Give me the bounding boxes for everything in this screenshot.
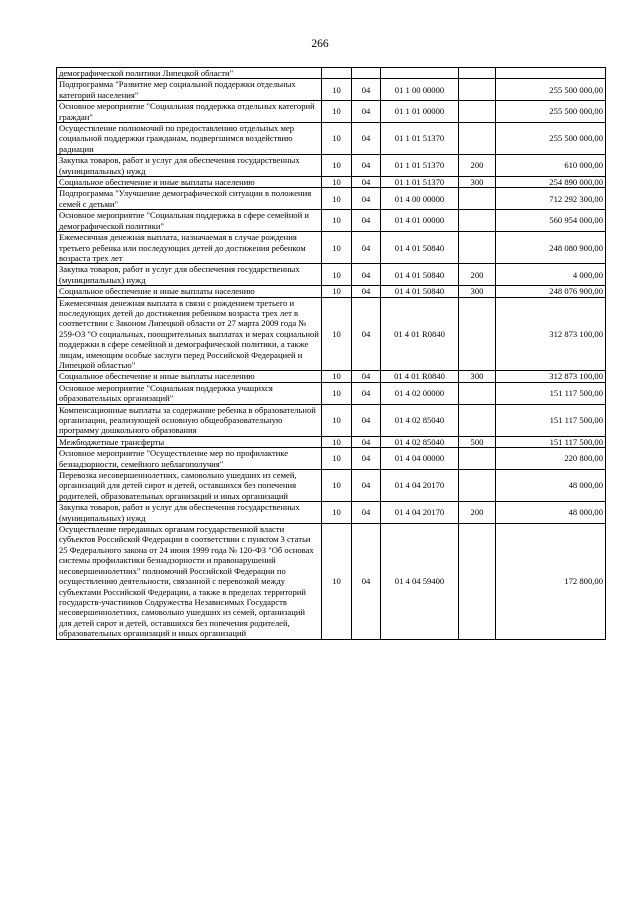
table-row [57, 123, 606, 155]
row-section: 10 [322, 470, 352, 502]
row-expense-type [459, 232, 496, 264]
table-row [57, 382, 606, 404]
table-row [57, 155, 606, 177]
row-section: 10 [322, 264, 352, 286]
table-row [57, 188, 606, 210]
row-sum: 4 000,00 [496, 264, 606, 286]
row-target-code [381, 68, 459, 79]
row-subsection [352, 68, 381, 79]
row-expense-type: 300 [459, 177, 496, 188]
row-target-code: 01 4 04 20170 [381, 502, 459, 524]
row-name: Осуществление полномочий по предоставлению отдельных мер социальной поддержки гражданам, подвергшимся воздействию радиации [57, 123, 322, 155]
row-expense-type: 200 [459, 155, 496, 177]
row-target-code: 01 1 01 00000 [381, 101, 459, 123]
row-subsection: 04 [352, 502, 381, 524]
row-sum: 255 500 000,00 [496, 123, 606, 155]
row-subsection: 04 [352, 371, 381, 382]
row-subsection: 04 [352, 404, 381, 436]
row-section: 10 [322, 524, 352, 639]
row-target-code: 01 4 02 85040 [381, 404, 459, 436]
row-subsection: 04 [352, 101, 381, 123]
row-target-code: 01 1 01 51370 [381, 123, 459, 155]
row-subsection: 04 [352, 155, 381, 177]
row-sum: 560 954 000,00 [496, 210, 606, 232]
row-target-code: 01 1 01 51370 [381, 177, 459, 188]
table-row [57, 404, 606, 436]
row-subsection: 04 [352, 232, 381, 264]
table-row [57, 101, 606, 123]
row-name: Ежемесячная денежная выплата, назначаемая в случае рождения третьего ребенка или последующих детей до достижения ребенком возраста трех лет [57, 232, 322, 264]
row-target-code: 01 4 02 00000 [381, 382, 459, 404]
row-name: Закупка товаров, работ и услуг для обеспечения государственных (муниципальных) нужд [57, 502, 322, 524]
row-expense-type: 300 [459, 371, 496, 382]
row-name: Ежемесячная денежная выплата в связи с рождением третьего и последующих детей до достижения ребенком возраста трех лет в соответствии с Законом Липецкой области от 27 марта 2009 года № 259-ОЗ "О социальных, поощрительных выплатах и мерах социальной поддержки в сфере семейной и демографической политики, а также лицам, имеющим особые заслуги перед Российской Федерацией и Липецкой областью" [57, 297, 322, 371]
row-expense-type: 200 [459, 502, 496, 524]
row-sum: 172 800,00 [496, 524, 606, 639]
row-subsection: 04 [352, 382, 381, 404]
row-sum: 255 500 000,00 [496, 101, 606, 123]
row-target-code: 01 1 00 00000 [381, 79, 459, 101]
row-sum: 151 117 500,00 [496, 436, 606, 447]
row-target-code: 01 4 01 R0840 [381, 371, 459, 382]
row-sum: 610 000,00 [496, 155, 606, 177]
table-row [57, 232, 606, 264]
row-sum: 48 000,00 [496, 470, 606, 502]
row-sum: 151 117 500,00 [496, 382, 606, 404]
row-name: Закупка товаров, работ и услуг для обеспечения государственных (муниципальных) нужд [57, 155, 322, 177]
row-target-code: 01 4 01 R0840 [381, 297, 459, 371]
row-expense-type [459, 101, 496, 123]
row-expense-type [459, 123, 496, 155]
row-sum: 248 076 900,00 [496, 286, 606, 297]
row-name: Основное мероприятие "Социальная поддержка учащихся образовательных организаций" [57, 382, 322, 404]
row-section: 10 [322, 79, 352, 101]
row-section: 10 [322, 404, 352, 436]
row-sum: 151 117 500,00 [496, 404, 606, 436]
row-sum: 312 873 100,00 [496, 297, 606, 371]
table-row [57, 448, 606, 470]
row-subsection: 04 [352, 524, 381, 639]
row-sum: 312 873 100,00 [496, 371, 606, 382]
row-section: 10 [322, 382, 352, 404]
row-subsection: 04 [352, 123, 381, 155]
row-expense-type: 300 [459, 286, 496, 297]
row-sum: 255 500 000,00 [496, 79, 606, 101]
row-name: Перевозка несовершеннолетних, самовольно ушедших из семей, организаций для детей сирот и детей, оставшихся без попечения родителей, образовательных организаций и иных организаций [57, 470, 322, 502]
row-name: демографической политики Липецкой области" [57, 68, 322, 79]
row-name: Основное мероприятие "Социальная поддержка отдельных категорий граждан" [57, 101, 322, 123]
row-section: 10 [322, 502, 352, 524]
row-section: 10 [322, 155, 352, 177]
row-expense-type [459, 188, 496, 210]
row-section: 10 [322, 371, 352, 382]
row-name: Социальное обеспечение и иные выплаты населению [57, 286, 322, 297]
row-sum: 254 890 000,00 [496, 177, 606, 188]
table-row [57, 371, 606, 382]
row-expense-type [459, 79, 496, 101]
row-target-code: 01 4 01 50840 [381, 286, 459, 297]
row-name: Социальное обеспечение и иные выплаты населению [57, 177, 322, 188]
row-section: 10 [322, 188, 352, 210]
row-expense-type [459, 297, 496, 371]
table-row [57, 502, 606, 524]
row-target-code: 01 4 01 50840 [381, 264, 459, 286]
row-section [322, 68, 352, 79]
table-row [57, 79, 606, 101]
row-sum: 48 000,00 [496, 502, 606, 524]
row-section: 10 [322, 210, 352, 232]
row-expense-type: 500 [459, 436, 496, 447]
row-subsection: 04 [352, 264, 381, 286]
row-target-code: 01 4 04 20170 [381, 470, 459, 502]
row-section: 10 [322, 436, 352, 447]
row-expense-type [459, 524, 496, 639]
row-section: 10 [322, 232, 352, 264]
row-section: 10 [322, 297, 352, 371]
row-name: Социальное обеспечение и иные выплаты населению [57, 371, 322, 382]
row-subsection: 04 [352, 297, 381, 371]
row-section: 10 [322, 448, 352, 470]
row-name: Осуществление переданных органам государственной власти субъектов Российской Федерации в соответствии с пунктом 3 статьи 25 Федерального закона от 24 июня 1999 года № 120-ФЗ "Об основах системы профилактики безнадзорности и правонарушений несовершеннолетних" полномочий Российской Федерации по осуществлению деятельности, связанной с перевозкой между субъектами Российской Федерации, а также в пределах территорий государств-участников Содружества Независимых Государств несовершеннолетних, самовольно ушедших из семей, организаций для детей сирот и детей, оставшихся без попечения родителей, образовательных организаций и иных организаций [57, 524, 322, 639]
row-target-code: 01 4 01 50840 [381, 232, 459, 264]
row-target-code: 01 4 01 00000 [381, 210, 459, 232]
row-sum: 248 080 900,00 [496, 232, 606, 264]
row-section: 10 [322, 286, 352, 297]
row-section: 10 [322, 101, 352, 123]
table-row [57, 470, 606, 502]
row-name: Компенсационные выплаты за содержание ребенка в образовательной организации, реализующей основную общеобразовательную программу дошкольного образования [57, 404, 322, 436]
row-expense-type [459, 448, 496, 470]
row-sum [496, 68, 606, 79]
row-subsection: 04 [352, 188, 381, 210]
row-name: Основное мероприятие "Социальная поддержка в сфере семейной и демографической политики" [57, 210, 322, 232]
row-subsection: 04 [352, 177, 381, 188]
page-number: 266 [311, 38, 329, 50]
budget-table-body [57, 68, 606, 640]
row-subsection: 04 [352, 286, 381, 297]
row-target-code: 01 4 00 00000 [381, 188, 459, 210]
budget-table [56, 67, 606, 640]
row-sum: 712 292 300,00 [496, 188, 606, 210]
row-expense-type [459, 210, 496, 232]
table-row [57, 177, 606, 188]
row-name: Подпрограмма "Развитие мер социальной поддержки отдельных категорий населения" [57, 79, 322, 101]
row-expense-type [459, 382, 496, 404]
table-row [57, 524, 606, 639]
row-target-code: 01 1 01 51370 [381, 155, 459, 177]
table-row [57, 68, 606, 79]
row-subsection: 04 [352, 448, 381, 470]
table-row [57, 436, 606, 447]
row-expense-type: 200 [459, 264, 496, 286]
row-section: 10 [322, 123, 352, 155]
row-subsection: 04 [352, 79, 381, 101]
row-sum: 220 800,00 [496, 448, 606, 470]
table-row [57, 286, 606, 297]
row-name: Подпрограмма "Улучшение демографической ситуации в положения семей с детьми" [57, 188, 322, 210]
table-row [57, 264, 606, 286]
row-target-code: 01 4 04 59400 [381, 524, 459, 639]
row-subsection: 04 [352, 436, 381, 447]
row-subsection: 04 [352, 210, 381, 232]
table-row [57, 297, 606, 371]
row-subsection: 04 [352, 470, 381, 502]
row-target-code: 01 4 02 85040 [381, 436, 459, 447]
row-name: Закупка товаров, работ и услуг для обеспечения государственных (муниципальных) нужд [57, 264, 322, 286]
row-expense-type [459, 68, 496, 79]
row-name: Основное мероприятие "Осуществление мер по профилактике безнадзорности, семейного неблагополучия" [57, 448, 322, 470]
table-row [57, 210, 606, 232]
row-expense-type [459, 470, 496, 502]
row-section: 10 [322, 177, 352, 188]
row-name: Межбюджетные трансферты [57, 436, 322, 447]
row-target-code: 01 4 04 00000 [381, 448, 459, 470]
row-expense-type [459, 404, 496, 436]
